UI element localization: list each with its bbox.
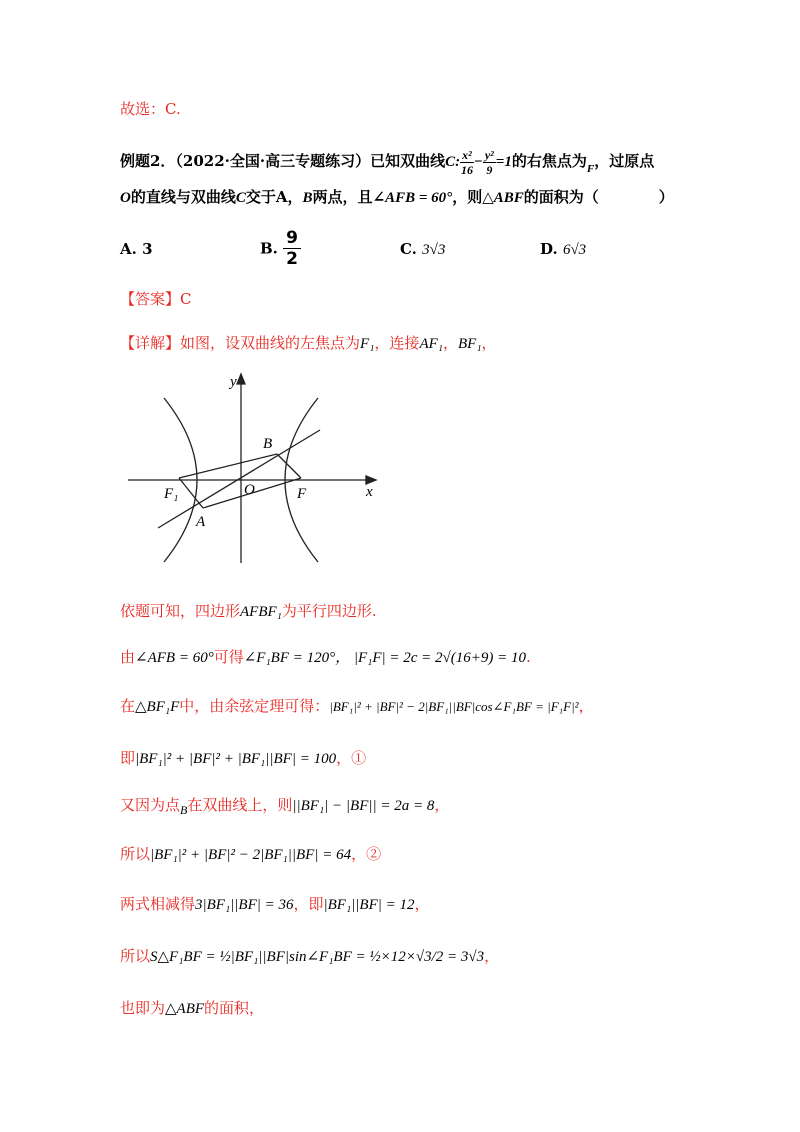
option-c-letter: C. xyxy=(400,240,417,258)
step-9: 也即为△ABF的面积， xyxy=(120,999,265,1017)
frac-x: $\frac{\text{x²}}{16}$ xyxy=(460,148,473,177)
option-a-letter: A. xyxy=(120,240,137,258)
step-2: 由∠AFB = 60°可得∠F₁BF = 120°， |F₁F| = 2c = 2√(16+9) = 10. xyxy=(120,648,531,666)
option-b-fraction: $\frac{9}{2}$ xyxy=(283,228,301,269)
line2-curve: C xyxy=(235,190,246,206)
option-c-value: 3√3 xyxy=(422,242,446,258)
detail-label: 【详解】 xyxy=(120,334,181,352)
detail-sep: ， xyxy=(442,334,458,352)
segment-bf xyxy=(277,454,301,478)
option-d-letter: D. xyxy=(540,240,558,258)
label-o: O xyxy=(244,482,255,498)
origin-symbol: O xyxy=(120,190,131,206)
step-5: 又因为点$_B$在双曲线上，则||BF₁| − |BF|| = 2a = 8， xyxy=(120,796,450,817)
option-a-value: 3 xyxy=(142,240,153,258)
answer-value: C xyxy=(180,290,192,308)
curve-symbol: C xyxy=(445,153,456,170)
option-b-letter: B. xyxy=(260,239,278,258)
label-x: x xyxy=(366,484,373,500)
answer-label: 【答案】 xyxy=(120,290,181,308)
example-statement-line2 xyxy=(120,186,674,207)
step-8: 所以S△F₁BF = ½|BF₁||BF|sin∠F₁BF = ½×12×√3/2 = 3√3， xyxy=(120,947,500,965)
detail-text: 如图，设双曲线的左焦点为 xyxy=(180,334,361,352)
option-a[interactable] xyxy=(120,240,153,258)
focus-symbol: F xyxy=(586,162,595,175)
option-d[interactable] xyxy=(540,240,586,259)
line2-text3: 两点，且 xyxy=(312,188,373,206)
line2-text5: 的面积为（ ） xyxy=(523,188,674,206)
label-a: A xyxy=(196,514,206,530)
label-y: y xyxy=(230,374,237,390)
detail-bf1: BF₁ xyxy=(458,336,482,352)
option-b[interactable] xyxy=(260,228,301,269)
label-f1: F₁ xyxy=(164,486,179,502)
detail-f1: F₁ xyxy=(360,336,375,352)
equation: : $\frac{\text{x²}}{16}$ − $\frac{\text{y²}}{9}$ =1 xyxy=(455,148,512,177)
example-prefix: 例题2．（2022·全国·高三专题练习）已知双曲线 xyxy=(120,151,446,170)
detail-text2: ，连接 xyxy=(374,334,420,352)
segment-f1b xyxy=(179,454,277,478)
equation-mid: 的右焦点为 xyxy=(511,151,587,170)
hyperbola-figure xyxy=(120,368,382,568)
after-focus: ，过原点 xyxy=(594,151,655,170)
line2-text4: ，则 xyxy=(452,188,483,206)
y-axis-arrow xyxy=(237,374,245,384)
frac-y: $\frac{\text{y²}}{9}$ xyxy=(484,148,494,177)
line2-b: B xyxy=(302,190,313,206)
step-6: 所以|BF₁|² + |BF|² − 2|BF₁||BF| = 64，② xyxy=(120,845,382,863)
segment-af1 xyxy=(179,478,203,508)
detail-af1: AF₁ xyxy=(419,336,443,352)
detail-end: ， xyxy=(481,334,497,352)
step-3: 在△BF₁F中，由余弦定理可得：|BF₁|² + |BF|² − 2|BF₁||BF|cos∠F₁BF = |F₁F|²， xyxy=(120,697,594,715)
option-c[interactable] xyxy=(400,240,445,259)
example-statement-line1 xyxy=(120,148,654,177)
x-axis-arrow xyxy=(366,476,376,484)
line2-text1: 的直线与双曲线 xyxy=(130,188,236,206)
answer-line xyxy=(120,288,192,309)
step-7: 两式相减得3|BF₁||BF| = 36，即|BF₁||BF| = 12， xyxy=(120,895,430,913)
previous-answer: 故选：C. xyxy=(120,100,181,118)
line2-triangle: △ABF xyxy=(482,190,524,206)
option-d-value: 6√3 xyxy=(562,242,587,258)
label-b: B xyxy=(263,436,273,452)
label-f: F xyxy=(297,486,307,502)
step-1: 依题可知，四边形AFBF₁为平行四边形. xyxy=(120,602,377,620)
line2-text2: 交于A， xyxy=(245,188,303,206)
step-4: 即|BF₁|² + |BF|² + |BF₁||BF| = 100，① xyxy=(120,749,367,767)
line2-angle: ∠AFB = 60° xyxy=(372,190,453,206)
detail-line xyxy=(120,332,497,353)
